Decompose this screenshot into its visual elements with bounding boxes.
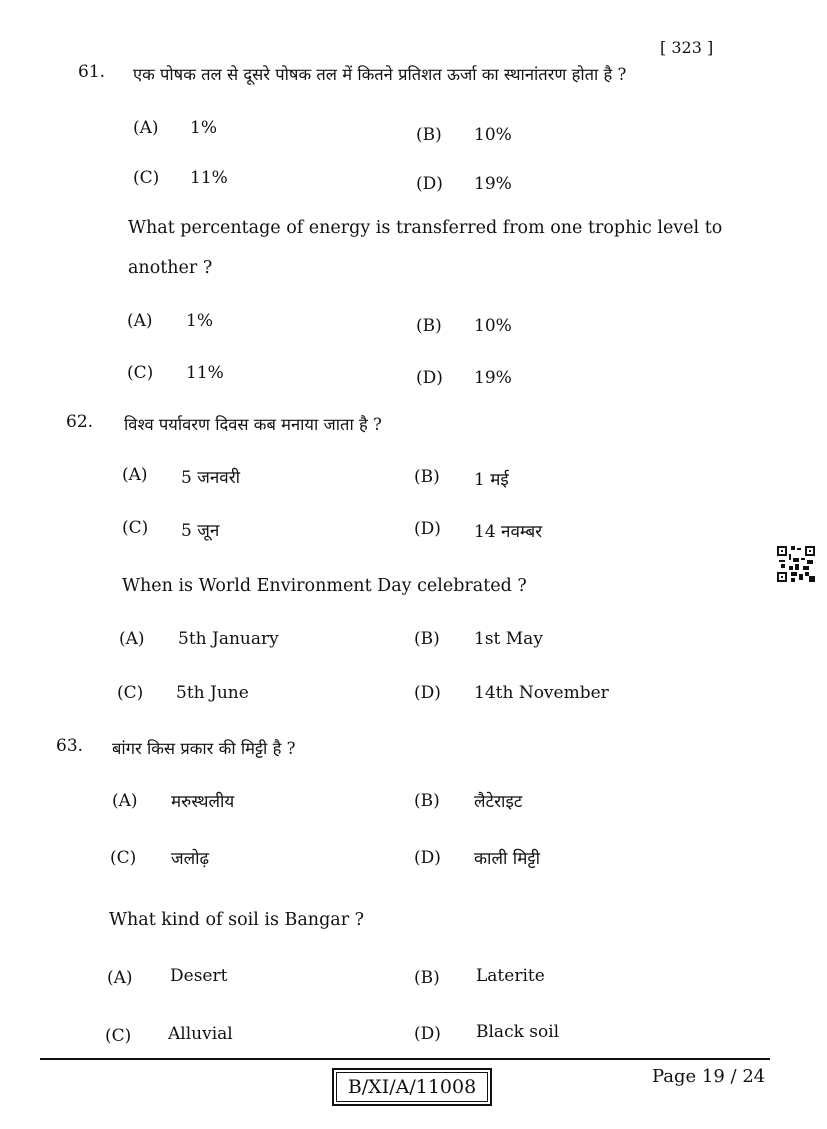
option-value: जलोढ़ xyxy=(171,849,210,869)
option-value: 5 जून xyxy=(181,521,220,541)
question-text-hindi: एक पोषक तल से दूसरे पोषक तल में कितने प्रतिशत ऊर्जा का स्थानांतरण होता है ? xyxy=(133,65,627,84)
option-value: 19% xyxy=(474,368,512,388)
option-value: 1st May xyxy=(474,629,543,649)
option-letter: (C) xyxy=(122,518,149,538)
footer-rule xyxy=(40,1058,770,1060)
option-letter: (B) xyxy=(416,125,442,145)
option-letter: (C) xyxy=(133,168,160,188)
paper-code-box xyxy=(332,1068,492,1106)
option-value: 5th June xyxy=(176,683,249,703)
question-number: 62. xyxy=(66,412,94,432)
option-letter: (B) xyxy=(414,968,440,988)
option-value: 10% xyxy=(474,316,512,336)
option-value: 1% xyxy=(190,118,217,138)
option-letter: (D) xyxy=(414,683,441,703)
option-value: लैटेराइट xyxy=(474,792,523,812)
option-letter: (B) xyxy=(414,629,440,649)
option-value: 14 नवम्बर xyxy=(474,522,543,542)
option-letter: (A) xyxy=(112,791,138,811)
option-value: 11% xyxy=(186,363,224,383)
option-letter: (C) xyxy=(127,363,154,383)
option-value: 1 मई xyxy=(474,470,509,490)
option-letter: (A) xyxy=(133,118,159,138)
option-letter: (D) xyxy=(414,848,441,868)
option-letter: (B) xyxy=(414,791,440,811)
option-letter: (C) xyxy=(110,848,137,868)
option-value: मरुस्थलीय xyxy=(171,792,235,812)
question-text-english: When is World Environment Day celebrated ? xyxy=(122,576,527,596)
option-letter: (A) xyxy=(127,311,153,331)
option-value: 1% xyxy=(186,311,213,331)
option-letter: (A) xyxy=(107,968,133,988)
question-number: 61. xyxy=(78,62,106,82)
option-value: 10% xyxy=(474,125,512,145)
option-letter: (A) xyxy=(119,629,145,649)
question-number: 63. xyxy=(56,736,84,756)
option-value: 5th January xyxy=(178,629,279,649)
option-value: Black soil xyxy=(476,1022,560,1042)
option-letter: (D) xyxy=(414,1024,441,1044)
question-text-hindi: बांगर किस प्रकार की मिट्टी है ? xyxy=(112,739,296,758)
option-letter: (B) xyxy=(414,467,440,487)
question-text-english: What percentage of energy is transferred from one trophic level to xyxy=(128,218,723,238)
qr-code-icon xyxy=(777,546,815,582)
option-value: काली मिट्टी xyxy=(474,849,541,869)
option-value: 11% xyxy=(190,168,228,188)
page-code: [ 323 ] xyxy=(660,38,714,57)
option-letter: (D) xyxy=(416,174,443,194)
option-value: Desert xyxy=(170,966,228,986)
option-letter: (C) xyxy=(105,1026,132,1046)
question-text-hindi: विश्व पर्यावरण दिवस कब मनाया जाता है ? xyxy=(124,415,382,434)
option-value: Alluvial xyxy=(168,1024,233,1044)
option-letter: (C) xyxy=(117,683,144,703)
option-value: 14th November xyxy=(474,683,609,703)
paper-code: B/XI/A/11008 xyxy=(347,1076,477,1098)
option-letter: (D) xyxy=(416,368,443,388)
question-text-english: What kind of soil is Bangar ? xyxy=(109,910,365,930)
option-value: 5 जनवरी xyxy=(181,468,241,488)
option-letter: (B) xyxy=(416,316,442,336)
option-letter: (D) xyxy=(414,519,441,539)
question-text-english-cont: another ? xyxy=(128,258,213,278)
option-letter: (A) xyxy=(122,465,148,485)
option-value: 19% xyxy=(474,174,512,194)
option-value: Laterite xyxy=(476,966,545,986)
page-number: Page 19 / 24 xyxy=(652,1066,766,1087)
